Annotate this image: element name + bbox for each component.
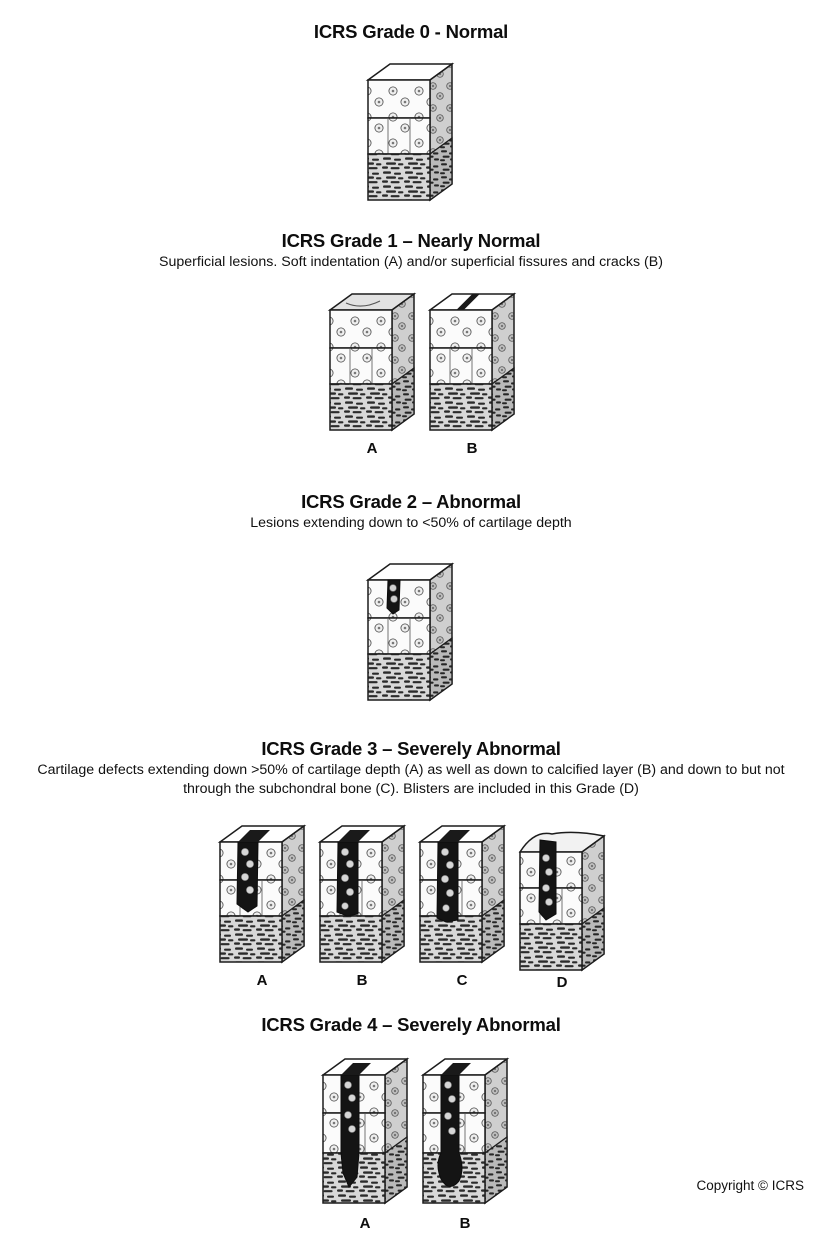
specimen-grade-4-b [415,1053,515,1232]
grade-1-title: ICRS Grade 1 – Nearly Normal [281,230,541,251]
specimen-grade-2 [360,558,460,706]
deep-zone [430,348,492,384]
subchondral-bone-zone [368,654,430,700]
specimen-grade-3-d [512,828,612,991]
superficial-zone [330,310,392,348]
superficial-zone [368,80,430,118]
cartilage-block-diagram [360,558,460,706]
grade-4-specimen-row [0,1053,822,1232]
specimen-grade-3-a [212,820,312,989]
grade-1-title-block [0,229,822,272]
grade-2-title: ICRS Grade 2 – Abnormal [301,491,521,512]
cartilage-block-diagram [322,288,422,436]
subchondral-bone-zone [320,916,382,962]
subchondral-bone-zone [330,384,392,430]
grade-2-specimen-row [0,558,822,713]
specimen-label: B [459,1215,471,1232]
specimen-grade-0 [360,58,460,206]
grade-1-specimen-row [0,288,822,458]
specimen-label: A [366,440,378,457]
grade-0-specimen-row [0,58,822,208]
specimen-label: D [556,974,568,991]
specimen-grade-1-a [322,288,422,457]
deep-zone [368,618,430,654]
blister-lesion [539,840,556,920]
grade-3-specimen-row [0,820,822,990]
specimen-label: A [256,972,268,989]
specimen-label: C [456,972,468,989]
superficial-zone [430,310,492,348]
grade-4-title-block [0,1013,822,1037]
deep-zone [368,118,430,154]
specimen-grade-3-b [312,820,412,989]
subchondral-bone-zone [420,916,482,962]
grade-0-title-block [0,20,822,44]
grade-2-title-block [0,490,822,533]
cartilage-block-diagram [212,820,312,968]
subchondral-bone-zone [368,154,430,200]
grade-0-title: ICRS Grade 0 - Normal [313,21,509,42]
specimen-label: B [466,440,478,457]
grade-3-title-block [0,737,822,799]
grade-3-title: ICRS Grade 3 – Severely Abnormal [261,738,561,759]
cartilage-block-diagram [422,288,522,436]
grade-4-title: ICRS Grade 4 – Severely Abnormal [261,1014,561,1035]
subchondral-bone-zone [520,924,582,970]
copyright-notice: Copyright © ICRS [696,1178,804,1193]
cartilage-block-diagram [412,820,512,968]
specimen-label: B [356,972,368,989]
cartilage-block-diagram [312,820,412,968]
specimen-label: A [359,1215,371,1232]
cartilage-block-diagram [360,58,460,206]
grade-3-subtitle: Cartilage defects extending down >50% of cartilage depth (A) as well as down to calcified layer (B) and down to but not through the subchondral bone (C). Blisters are included in this Grade (D) [37,762,785,797]
grade-1-subtitle: Superficial lesions. Soft indentation (A) and/or superficial fissures and cracks (B) [159,254,663,270]
grade-2-subtitle: Lesions extending down to <50% of cartilage depth [250,515,572,531]
subchondral-bone-zone [220,916,282,962]
deep-zone [330,348,392,384]
cartilage-block-diagram-blister [512,828,612,976]
cartilage-block-diagram [415,1053,515,1213]
specimen-grade-4-a [315,1053,415,1232]
subchondral-bone-zone [430,384,492,430]
cartilage-block-diagram [315,1053,415,1213]
specimen-grade-1-b [422,288,522,457]
specimen-grade-3-c [412,820,512,989]
